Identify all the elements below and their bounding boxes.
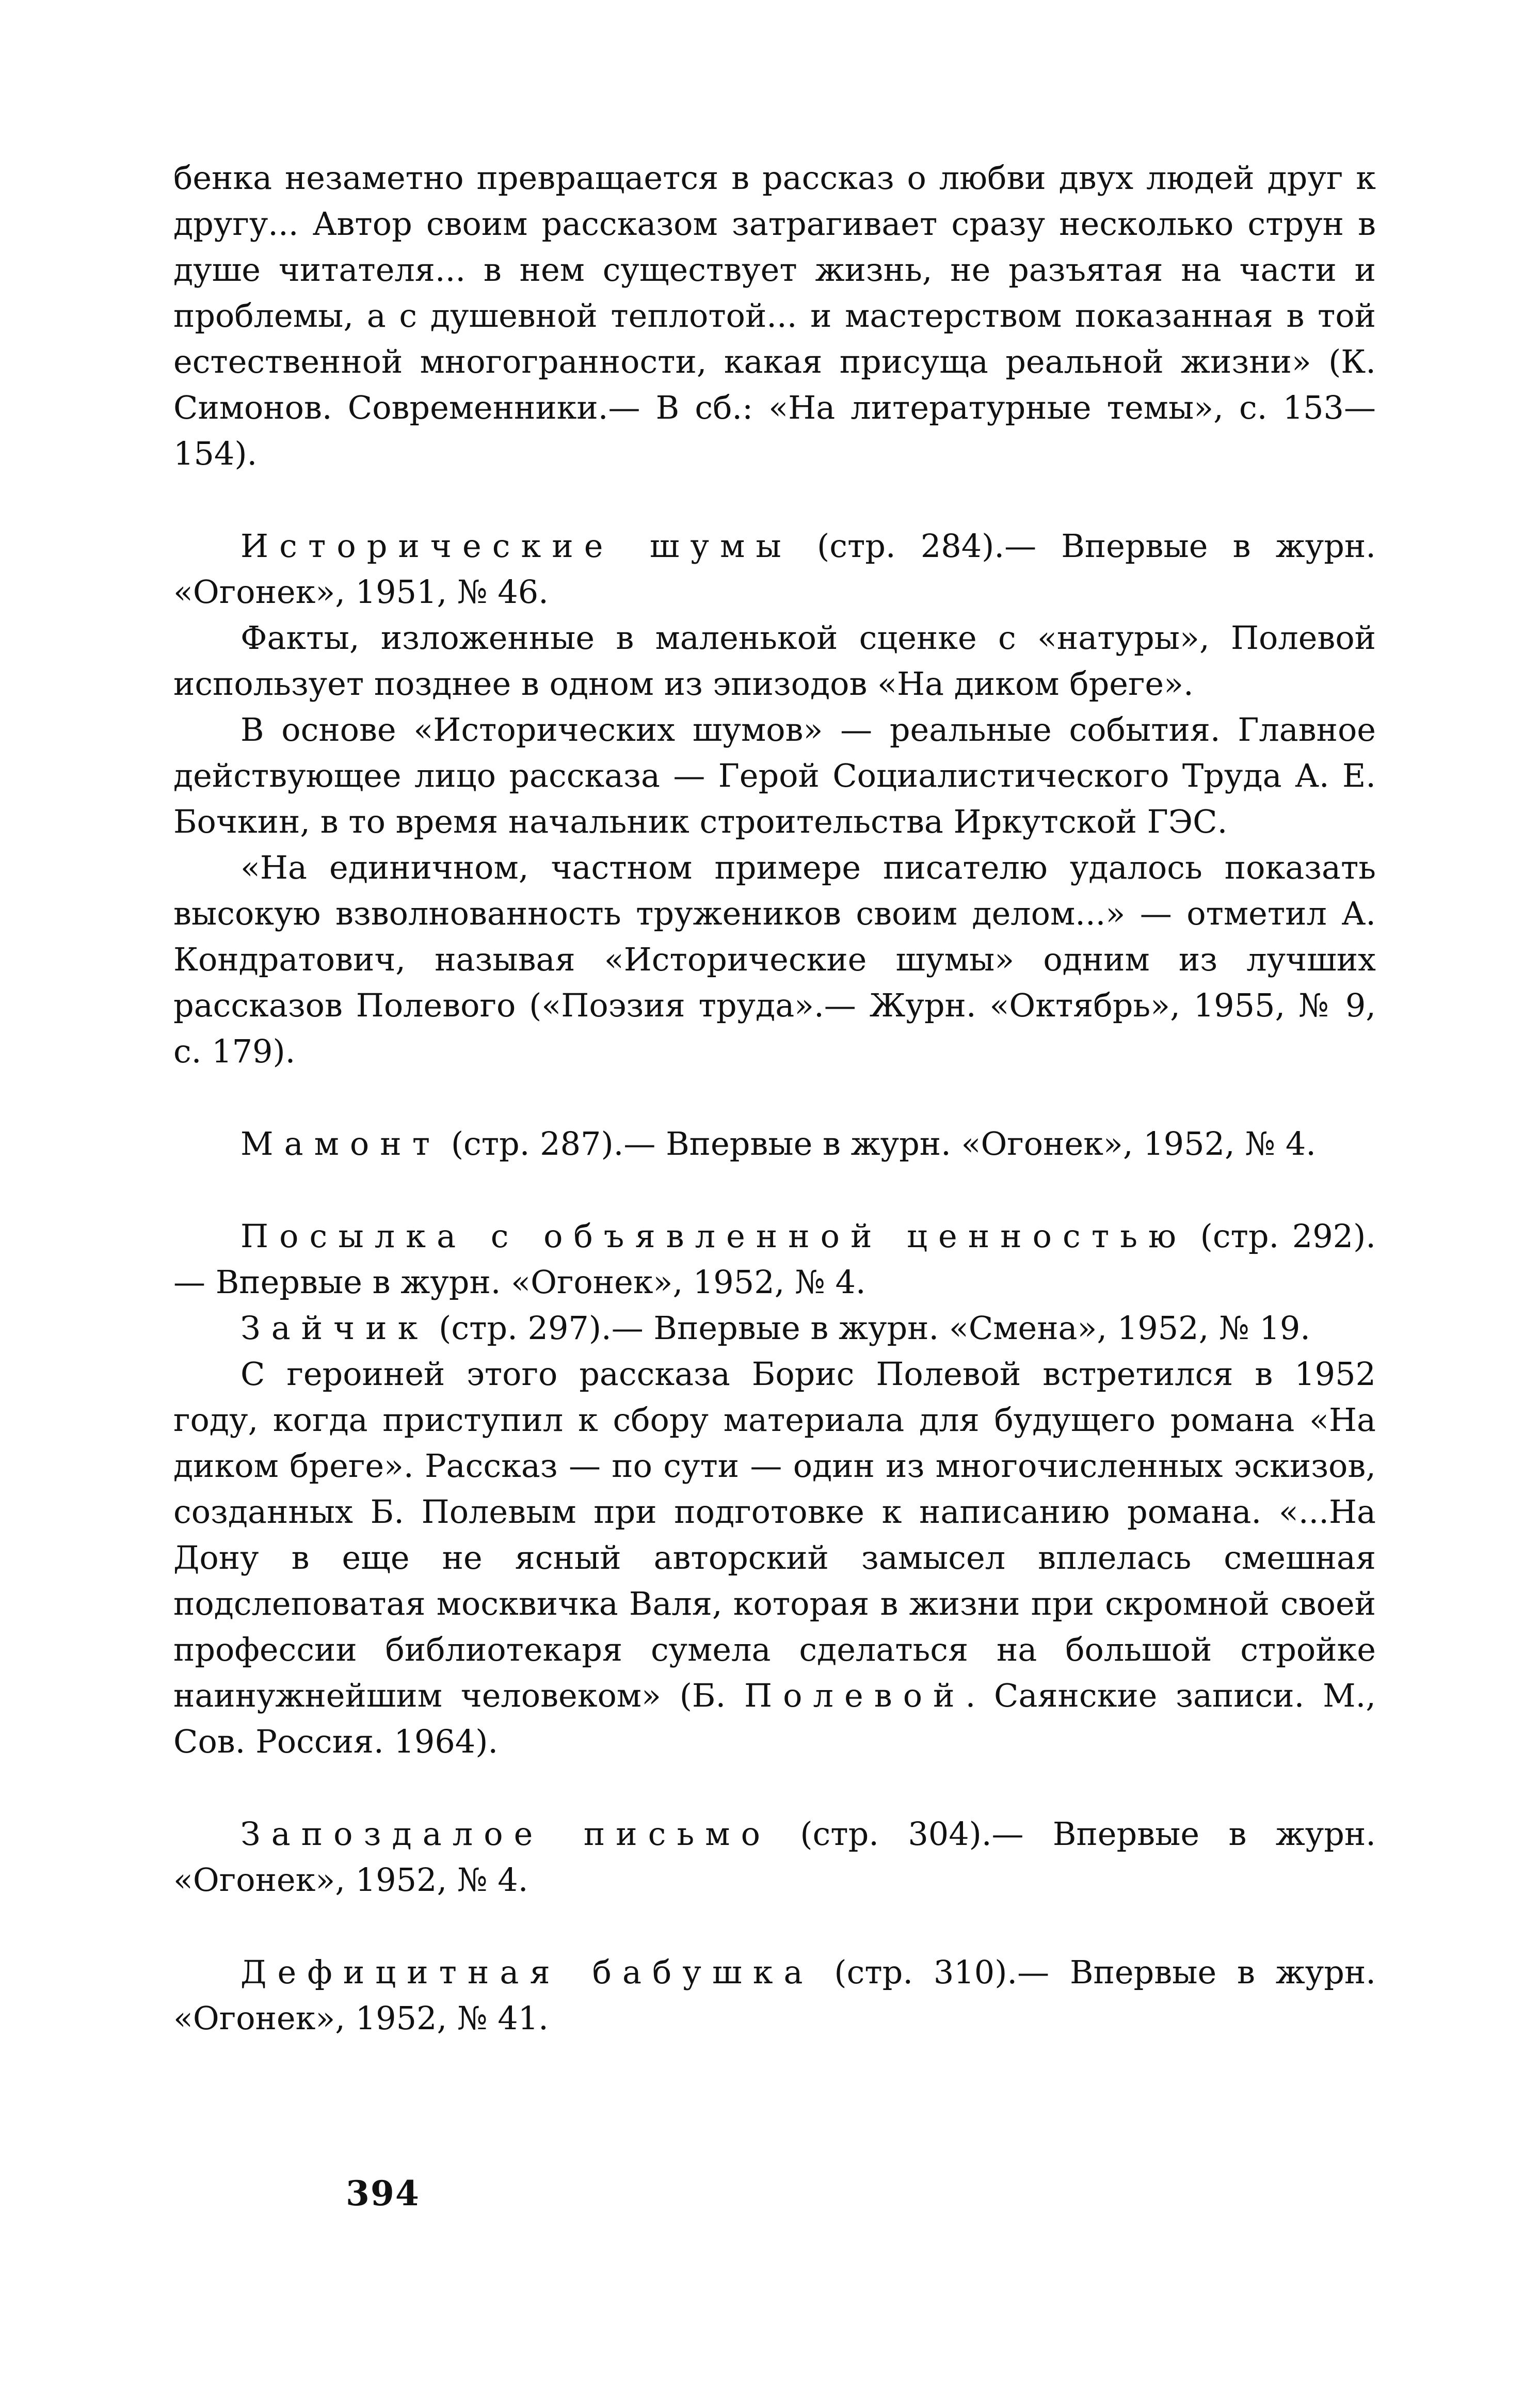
paragraph-text: С героиней этого рассказа Борис Полевой встретился в 1952 году, когда приступил к сбору материала для будущего романа «На диком бреге». Рассказ — по сути — один из многочисленных эскизов, созданных Б. Полевым при подготовке к написанию романа. «...На Дону в еще не ясный авторский замысел вплелась смешная подслеповатая москвичка Валя, которая в жизни при скромной своей профессии библиотекаря сумела сделаться на большой стройке наинужнейшим человеком» (Б. bbox=[173, 1355, 1376, 1714]
entry-text: (стр. 292).— Впервые в журн. «Огонек», 1952, № 4. bbox=[173, 1217, 1376, 1301]
entry-title: Запоздалое письмо bbox=[240, 1815, 771, 1853]
paragraph-facts bbox=[173, 615, 1376, 707]
paragraph-basis bbox=[173, 707, 1376, 845]
entry-title: Исторические шумы bbox=[240, 527, 792, 565]
paragraph-text-end: . Саянские записи. М., Сов. Россия. 1964). bbox=[173, 1677, 1376, 1760]
entry-title: Зайчик bbox=[240, 1309, 429, 1347]
paragraph-text: Факты, изложенные в маленькой сценке с «натуры», Полевой использует позднее в одном из эпизодов «На диком бреге». bbox=[173, 619, 1376, 703]
paragraph-continuation bbox=[173, 155, 1376, 476]
entry-mammoth bbox=[173, 1121, 1376, 1167]
paragraph-text: В основе «Исторических шумов» — реальные события. Главное действующее лицо рассказа — Герой Социалистического Труда А. Е. Бочкин, в то время начальник строительства Иркутской ГЭС. bbox=[173, 711, 1376, 840]
entry-historical-noises bbox=[173, 523, 1376, 615]
document-body bbox=[173, 155, 1376, 2041]
entry-text: (стр. 297).— Впервые в журн. «Смена», 1952, № 19. bbox=[428, 1309, 1311, 1347]
paragraph-quote-kondratovich bbox=[173, 845, 1376, 1074]
entry-text: (стр. 310).— Впервые в журн. «Огонек», 1952, № 41. bbox=[173, 1953, 1376, 2037]
entry-parcel bbox=[173, 1213, 1376, 1305]
entry-title: Дефицитная бабушка bbox=[240, 1953, 814, 1991]
entry-text: (стр. 304).— Впервые в журн. «Огонек», 1952, № 4. bbox=[173, 1815, 1376, 1899]
entry-late-letter bbox=[173, 1811, 1376, 1903]
entry-text: (стр. 287).— Впервые в журн. «Огонек», 1952, № 4. bbox=[441, 1125, 1316, 1163]
entry-title: Мамонт bbox=[240, 1125, 441, 1163]
paragraph-text: «На единичном, частном примере писателю удалось показать высокую взволнованность тружеников своим делом...» — отметил А. Кондратович, называя «Исторические шумы» одним из лучших рассказов Полевого («Поэзия труда».— Журн. «Октябрь», 1955, № 9, с. 179). bbox=[173, 849, 1376, 1070]
author-name: Полевой bbox=[744, 1677, 966, 1714]
entry-bunny bbox=[173, 1305, 1376, 1351]
paragraph-text: бенка незаметно превращается в рассказ о любви двух людей друг к другу... Автор своим рассказом затрагивает сразу несколько струн в душе читателя... в нем существует жизнь, не разъятая на части и проблемы, а с душевной теплотой... и мастерством показанная в той естественной многогранности, какая присуща реальной жизни» (К. Симонов. Современники.— В сб.: «На литературные темы», с. 153—154). bbox=[173, 159, 1376, 472]
entry-scarce-grandma bbox=[173, 1949, 1376, 2041]
page-number: 394 bbox=[346, 2173, 420, 2214]
entry-text: (стр. 284).— Впервые в журн. «Огонек», 1951, № 46. bbox=[173, 527, 1376, 611]
entry-title: Посылка с объявленной ценностью bbox=[240, 1217, 1188, 1255]
paragraph-heroine bbox=[173, 1351, 1376, 1764]
